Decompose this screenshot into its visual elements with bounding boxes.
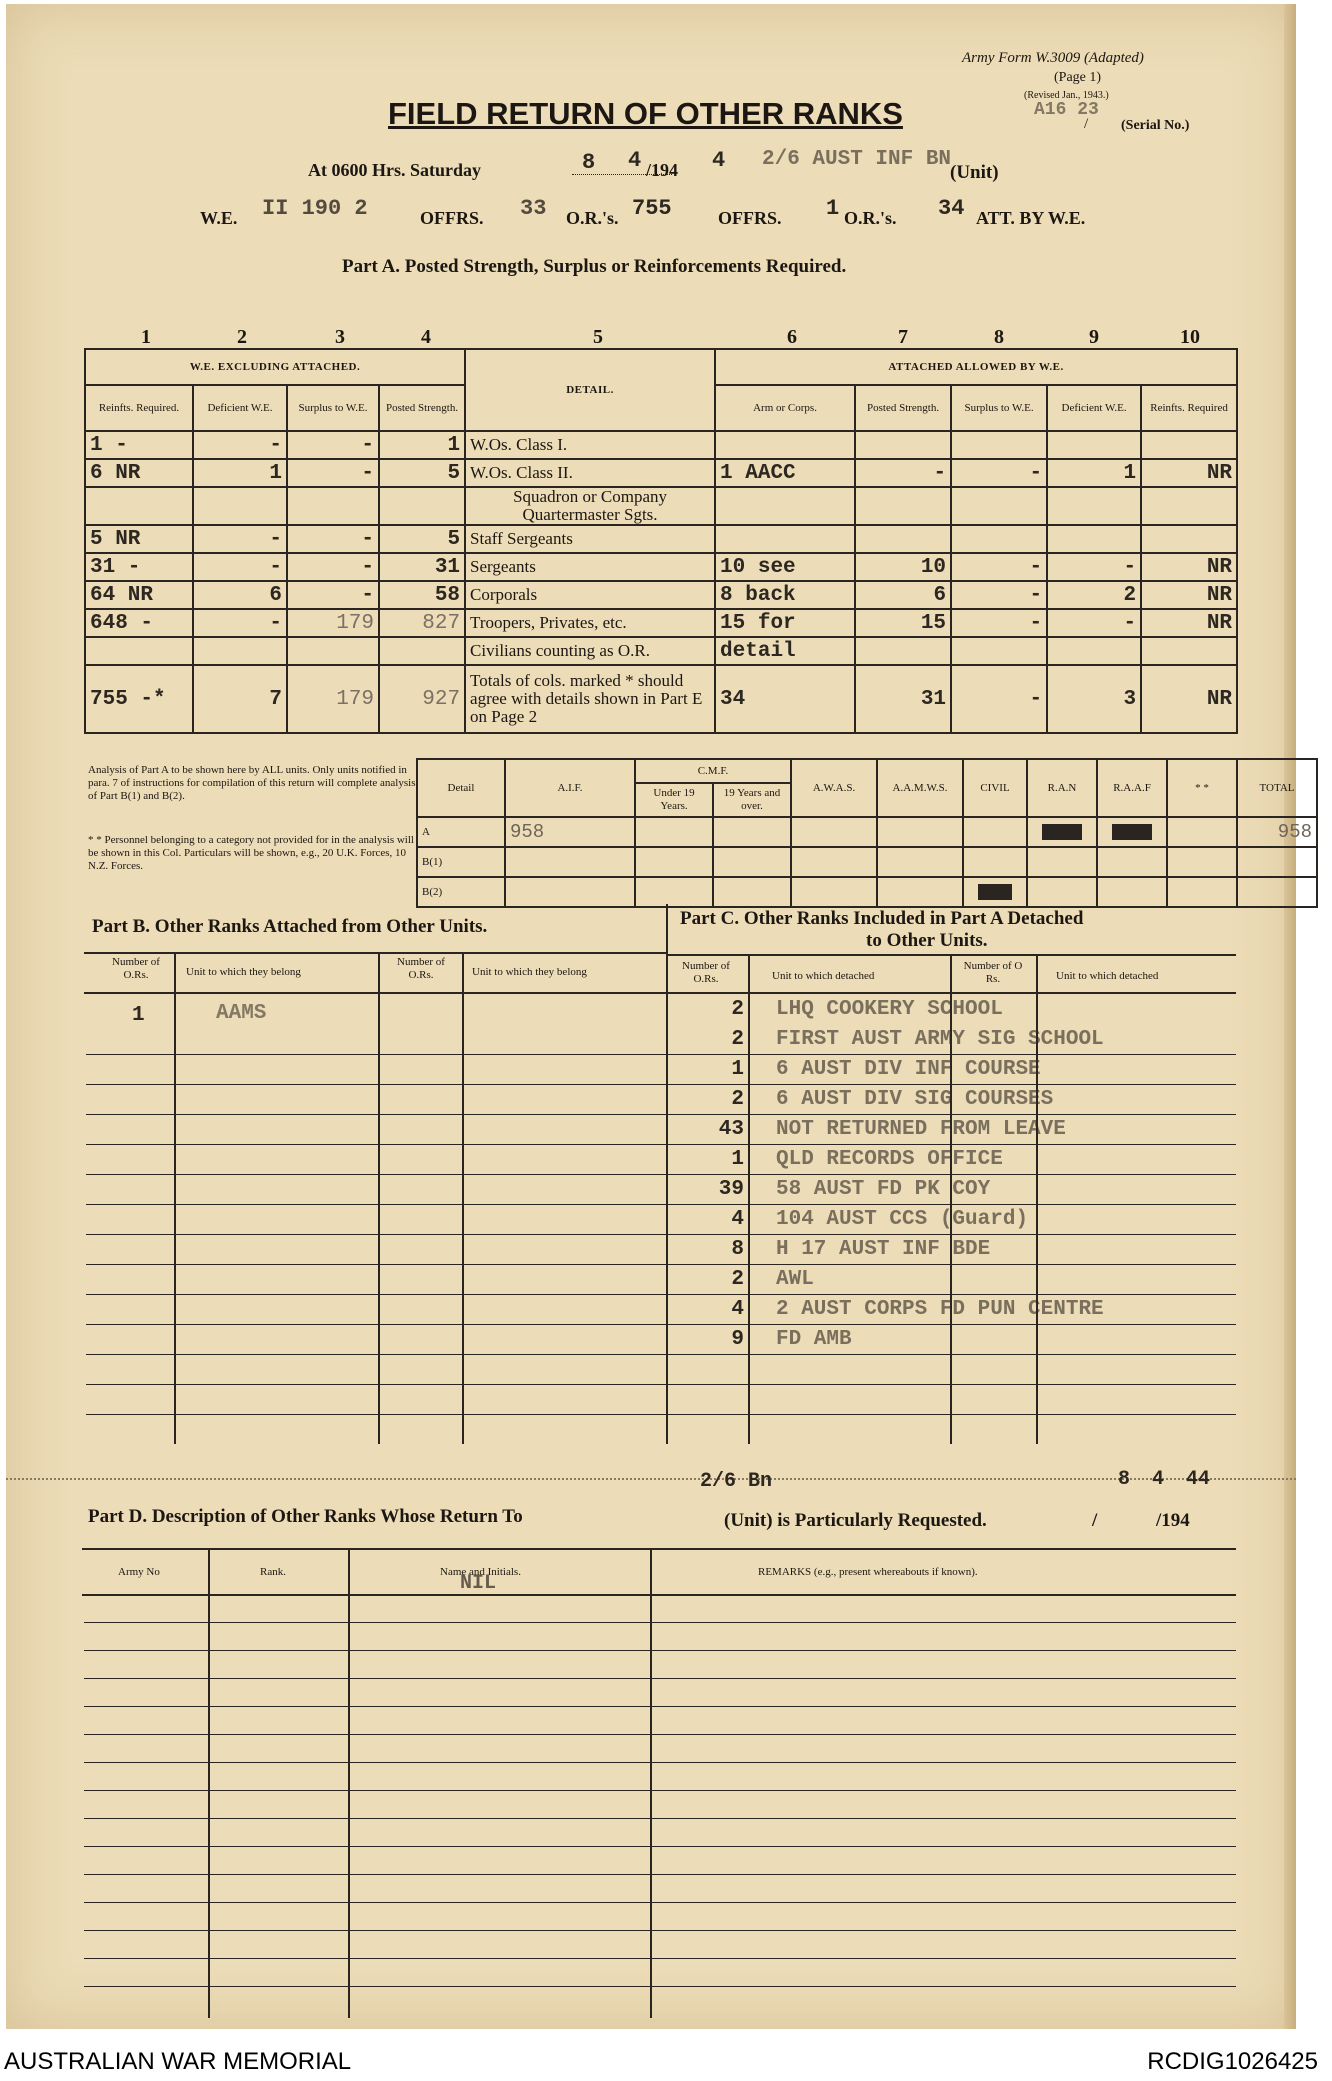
date-year-prefix: /194 [646, 160, 679, 180]
part-a-detail: Sergeants [465, 553, 715, 581]
offrs2-typed: 1 [826, 196, 840, 221]
part-a-detail: W.Os. Class I. [465, 431, 715, 459]
part-a-value: - [1047, 553, 1141, 581]
part-a-right-header: Reinfts. Required [1141, 385, 1237, 431]
part-a-value: - [951, 665, 1047, 733]
analysis-row-b2 [417, 877, 1317, 907]
part-a-value [855, 487, 951, 525]
part-b-num: 1 [132, 1004, 145, 1027]
part-a-right-header: Posted Strength. [855, 385, 951, 431]
part-c-num: 43 [718, 1118, 744, 1141]
part-d-unit-typed: 2/6 Bn [700, 1470, 773, 1493]
part-a-value [951, 487, 1047, 525]
column-number: 1 [141, 326, 151, 348]
raaf-redaction [1112, 824, 1152, 840]
part-a-value: 5 [379, 459, 465, 487]
part-a-value: - [287, 431, 379, 459]
ors-label: O.R.'s. [566, 208, 619, 228]
group-right-header: ATTACHED ALLOWED BY W.E. [715, 349, 1237, 385]
ran-redaction [1042, 824, 1082, 840]
part-a-right-header: Arm or Corps. [715, 385, 855, 431]
unit-typed: 2/6 AUST INF BN [762, 148, 952, 171]
part-d-header-remarks: REMARKS (e.g., present whereabouts if known). [758, 1566, 978, 1578]
part-d-date-typed: 8 4 44 [1118, 1468, 1211, 1491]
part-a-detail: Troopers, Privates, etc. [465, 609, 715, 637]
part-b-header-unit2: Unit to which they belong [472, 966, 587, 978]
footer-left: AUSTRALIAN WAR MEMORIAL [4, 2048, 352, 2075]
part-a-value [715, 525, 855, 553]
unit-label: (Unit) [950, 162, 999, 183]
part-c-num: 2 [731, 998, 744, 1021]
analysis-detail-header: Detail [417, 759, 505, 817]
part-a-value: - [287, 459, 379, 487]
part-a-table [84, 348, 1238, 734]
form-revised: (Revised Jan., 1943.) [1024, 90, 1109, 101]
part-a-value: - [287, 581, 379, 609]
part-c-header-num2: Number of O Rs. [963, 960, 1023, 985]
part-a-value: 1 AACC [715, 459, 855, 487]
part-a-value: 1 [379, 431, 465, 459]
part-a-value: 58 [379, 581, 465, 609]
date-day: 8 [582, 150, 596, 175]
part-a-value: 179 [287, 609, 379, 637]
analysis-total-header: TOTAL [1237, 759, 1317, 817]
ors2-typed: 34 [938, 196, 965, 221]
part-b-title: Part B. Other Ranks Attached from Other Units. [92, 916, 488, 937]
at-label: At 0600 Hrs. Saturday [308, 160, 482, 180]
part-a-value: 10 [855, 553, 951, 581]
offrs-label: OFFRS. [420, 208, 484, 228]
part-a-value: - [287, 525, 379, 553]
part-a-value: 3 [1047, 665, 1141, 733]
part-c-num: 4 [731, 1298, 744, 1321]
perforation [6, 1478, 1296, 1480]
analysis-civil-header: CIVIL [963, 759, 1027, 817]
form-paper [6, 4, 1313, 2029]
form-title: FIELD RETURN OF OTHER RANKS [388, 96, 903, 131]
part-a-value [379, 487, 465, 525]
part-a-value: 7 [193, 665, 287, 733]
part-a-value: 648 - [85, 609, 193, 637]
part-a-left-header: Surplus to W.E. [287, 385, 379, 431]
part-a-right-header: Surplus to W.E. [951, 385, 1047, 431]
part-b-unit: AAMS [216, 1002, 267, 1025]
part-a-detail: Squadron or Company Quartermaster Sgts. [465, 487, 715, 525]
part-a-value: 15 for [715, 609, 855, 637]
part-c-header-unit1: Unit to which detached [772, 970, 875, 982]
analysis-note-1: Analysis of Part A to be shown here by ALL units. Only units notified in para. 7 of instructions for compilation of this return will complete analysis of Part B(1) and B(2). [88, 764, 416, 802]
part-a-value: - [951, 609, 1047, 637]
part-a-value: - [193, 431, 287, 459]
part-c-unit: NOT RETURNED FROM LEAVE [776, 1118, 1066, 1141]
part-c-unit: LHQ COOKERY SCHOOL [776, 998, 1003, 1021]
part-c-num: 4 [731, 1208, 744, 1231]
part-a-value: 6 [855, 581, 951, 609]
part-a-value [951, 525, 1047, 553]
part-c-header-num1: Number of O.Rs. [682, 960, 730, 985]
part-a-value [287, 637, 379, 665]
part-c-unit: AWL [776, 1268, 814, 1291]
analysis-aif-value: 958 [505, 817, 635, 847]
analysis-total-value: 958 [1237, 817, 1317, 847]
part-c-unit: FD AMB [776, 1328, 852, 1351]
part-a-row [85, 553, 1237, 581]
analysis-row-label: B(1) [417, 847, 505, 877]
part-c-unit: 6 AUST DIV INF COURSE [776, 1058, 1041, 1081]
part-a-value [1141, 487, 1237, 525]
part-a-row [85, 665, 1237, 733]
part-a-value: NR [1141, 459, 1237, 487]
analysis-under19-header: Under 19 Years. [635, 783, 713, 817]
part-a-value: - [855, 459, 951, 487]
part-a-value [193, 487, 287, 525]
analysis-ran-header: R.A.N [1027, 759, 1097, 817]
part-a-value [193, 637, 287, 665]
part-a-value [951, 637, 1047, 665]
part-a-row [85, 487, 1237, 525]
form-ref: Army Form W.3009 (Adapted) [962, 50, 1144, 66]
part-a-value [85, 637, 193, 665]
analysis-row-b1 [417, 847, 1317, 877]
part-c-num: 8 [731, 1238, 744, 1261]
group-left-header: W.E. EXCLUDING ATTACHED. [85, 349, 465, 385]
part-a-value: 1 - [85, 431, 193, 459]
analysis-table [416, 758, 1318, 908]
part-a-left-header: Posted Strength. [379, 385, 465, 431]
part-a-right-header: Deficient W.E. [1047, 385, 1141, 431]
part-a-value [715, 487, 855, 525]
part-a-value [951, 431, 1047, 459]
part-a-value [1047, 525, 1141, 553]
part-a-value: 10 see [715, 553, 855, 581]
form-page: (Page 1) [1054, 70, 1102, 85]
part-a-value: 755 -* [85, 665, 193, 733]
serial-label: (Serial No.) [1121, 118, 1190, 133]
offrs2-label: OFFRS. [718, 208, 782, 228]
part-a-value: 179 [287, 665, 379, 733]
part-d-title: Part D. Description of Other Ranks Whose Return To [88, 1506, 523, 1527]
we-typed: II 190 2 [262, 196, 368, 221]
part-c-unit: 2 AUST CORPS FD PUN CENTRE [776, 1298, 1104, 1321]
column-number: 10 [1180, 326, 1200, 348]
part-c-num: 2 [731, 1268, 744, 1291]
paper-edge [1284, 4, 1296, 2029]
part-c-num: 39 [718, 1178, 744, 1201]
part-c-num: 2 [731, 1028, 744, 1051]
part-a-value [855, 525, 951, 553]
part-a-row [85, 525, 1237, 553]
column-number: 5 [593, 326, 603, 348]
column-number: 7 [898, 326, 908, 348]
part-a-value: 8 back [715, 581, 855, 609]
analysis-row-label: A [417, 817, 505, 847]
part-a-value [1047, 487, 1141, 525]
part-a-row [85, 431, 1237, 459]
ors2-label: O.R.'s. [844, 208, 897, 228]
part-b-header-unit1: Unit to which they belong [186, 966, 301, 978]
part-a-value: - [193, 525, 287, 553]
part-a-value: 827 [379, 609, 465, 637]
part-a-detail: W.Os. Class II. [465, 459, 715, 487]
analysis-aamws-header: A.A.M.W.S. [877, 759, 963, 817]
footer-right: RCDIG1026425 [1147, 2048, 1318, 2075]
part-d-date-slash: / [1092, 1510, 1098, 1531]
part-a-value [287, 487, 379, 525]
part-a-value: - [951, 553, 1047, 581]
we-label: W.E. [200, 208, 238, 228]
part-a-value [379, 637, 465, 665]
part-d-header-armyno: Army No [118, 1566, 160, 1578]
part-a-value: 15 [855, 609, 951, 637]
part-a-value: 64 NR [85, 581, 193, 609]
part-a-value: 31 [855, 665, 951, 733]
part-a-value: 2 [1047, 581, 1141, 609]
part-a-row [85, 637, 1237, 665]
part-c-title-line1: Part C. Other Ranks Included in Part A Detached [680, 908, 1084, 929]
part-a-detail: Totals of cols. marked * should agree with details shown in Part E on Page 2 [465, 665, 715, 733]
part-a-value [855, 637, 951, 665]
part-d-header-rank: Rank. [260, 1566, 286, 1578]
column-number: 2 [237, 326, 247, 348]
part-a-value: 1 [193, 459, 287, 487]
part-d-date-suffix: /194 [1156, 1510, 1190, 1531]
analysis-cmf-header: C.M.F. [635, 759, 791, 783]
part-a-value: 31 - [85, 553, 193, 581]
part-c-title-line2: to Other Units. [866, 930, 988, 951]
analysis-over19-header: 19 Years and over. [713, 783, 791, 817]
part-a-value: 6 NR [85, 459, 193, 487]
column-number: 6 [787, 326, 797, 348]
part-a-row [85, 459, 1237, 487]
part-a-detail: Staff Sergeants [465, 525, 715, 553]
serial-typed: A16 23 [1034, 100, 1099, 120]
part-c-unit: 104 AUST CCS (Guard) [776, 1208, 1029, 1231]
part-c-unit: QLD RECORDS OFFICE [776, 1148, 1003, 1171]
detail-header: DETAIL. [465, 349, 715, 431]
column-number: 3 [335, 326, 345, 348]
date-month: 4 [628, 148, 642, 173]
column-number: 9 [1089, 326, 1099, 348]
part-a-value [85, 487, 193, 525]
part-a-value: 5 [379, 525, 465, 553]
part-a-detail: Corporals [465, 581, 715, 609]
part-a-value: 1 [1047, 459, 1141, 487]
civil-redaction [978, 884, 1012, 900]
part-d-header-name: Name and Initials. [440, 1566, 521, 1578]
part-a-title: Part A. Posted Strength, Surplus or Reinforcements Required. [342, 256, 847, 277]
part-a-value: NR [1141, 553, 1237, 581]
analysis-row-label: B(2) [417, 877, 505, 907]
part-a-value [1047, 637, 1141, 665]
part-a-value: 31 [379, 553, 465, 581]
part-c-num: 1 [731, 1058, 744, 1081]
part-a-value: 34 [715, 665, 855, 733]
part-b-header-num2: Number of O.Rs. [397, 956, 445, 981]
part-a-value: - [193, 553, 287, 581]
part-a-value [1141, 637, 1237, 665]
part-c-unit: H 17 AUST INF BDE [776, 1238, 991, 1261]
date-year-digit: 4 [712, 148, 726, 173]
part-a-value: - [951, 459, 1047, 487]
part-d-unit-label: (Unit) is Particularly Requested. [724, 1510, 987, 1531]
part-a-value: - [193, 609, 287, 637]
part-a-value: 6 [193, 581, 287, 609]
part-a-value: 5 NR [85, 525, 193, 553]
att-label: ATT. BY W.E. [976, 208, 1086, 228]
part-a-value: 927 [379, 665, 465, 733]
part-a-value: - [951, 581, 1047, 609]
serial-slash: / [1084, 116, 1089, 132]
analysis-row-a [417, 817, 1317, 847]
part-a-value [1141, 431, 1237, 459]
analysis-aif-header: A.I.F. [505, 759, 635, 817]
analysis-stars-header: * * [1167, 759, 1237, 817]
analysis-note-2: * * Personnel belonging to a category not provided for in the analysis will be shown in this Col. Particulars will be shown, e.g., 20 U.K. Forces, 10 N.Z. Forces. [88, 834, 414, 872]
offrs-typed: 33 [520, 196, 547, 221]
column-number: 4 [421, 326, 431, 348]
analysis-awas-header: A.W.A.S. [791, 759, 877, 817]
part-c-unit: 58 AUST FD PK COY [776, 1178, 991, 1201]
part-c-unit: FIRST AUST ARMY SIG SCHOOL [776, 1028, 1104, 1051]
part-c-num: 9 [731, 1328, 744, 1351]
part-a-value: - [1047, 609, 1141, 637]
part-a-value: detail [715, 637, 855, 665]
part-d-nil: NIL [460, 1572, 497, 1595]
column-number: 8 [994, 326, 1004, 348]
part-a-value: NR [1141, 665, 1237, 733]
part-a-row [85, 581, 1237, 609]
part-c-num: 2 [731, 1088, 744, 1111]
part-a-left-header: Deficient W.E. [193, 385, 287, 431]
part-a-value: - [287, 553, 379, 581]
part-a-value [855, 431, 951, 459]
ors-typed: 755 [632, 196, 672, 221]
analysis-raaf-header: R.A.A.F [1097, 759, 1167, 817]
part-a-detail: Civilians counting as O.R. [465, 637, 715, 665]
part-a-value: NR [1141, 609, 1237, 637]
part-a-value [715, 431, 855, 459]
part-a-left-header: Reinfts. Required. [85, 385, 193, 431]
part-c-num: 1 [731, 1148, 744, 1171]
part-c-header-unit2: Unit to which detached [1056, 970, 1159, 982]
part-a-value: NR [1141, 581, 1237, 609]
part-a-row [85, 609, 1237, 637]
part-c-unit: 6 AUST DIV SIG COURSES [776, 1088, 1054, 1111]
part-a-value [1141, 525, 1237, 553]
part-a-value [1047, 431, 1141, 459]
part-b-header-num1: Number of O.Rs. [112, 956, 160, 981]
